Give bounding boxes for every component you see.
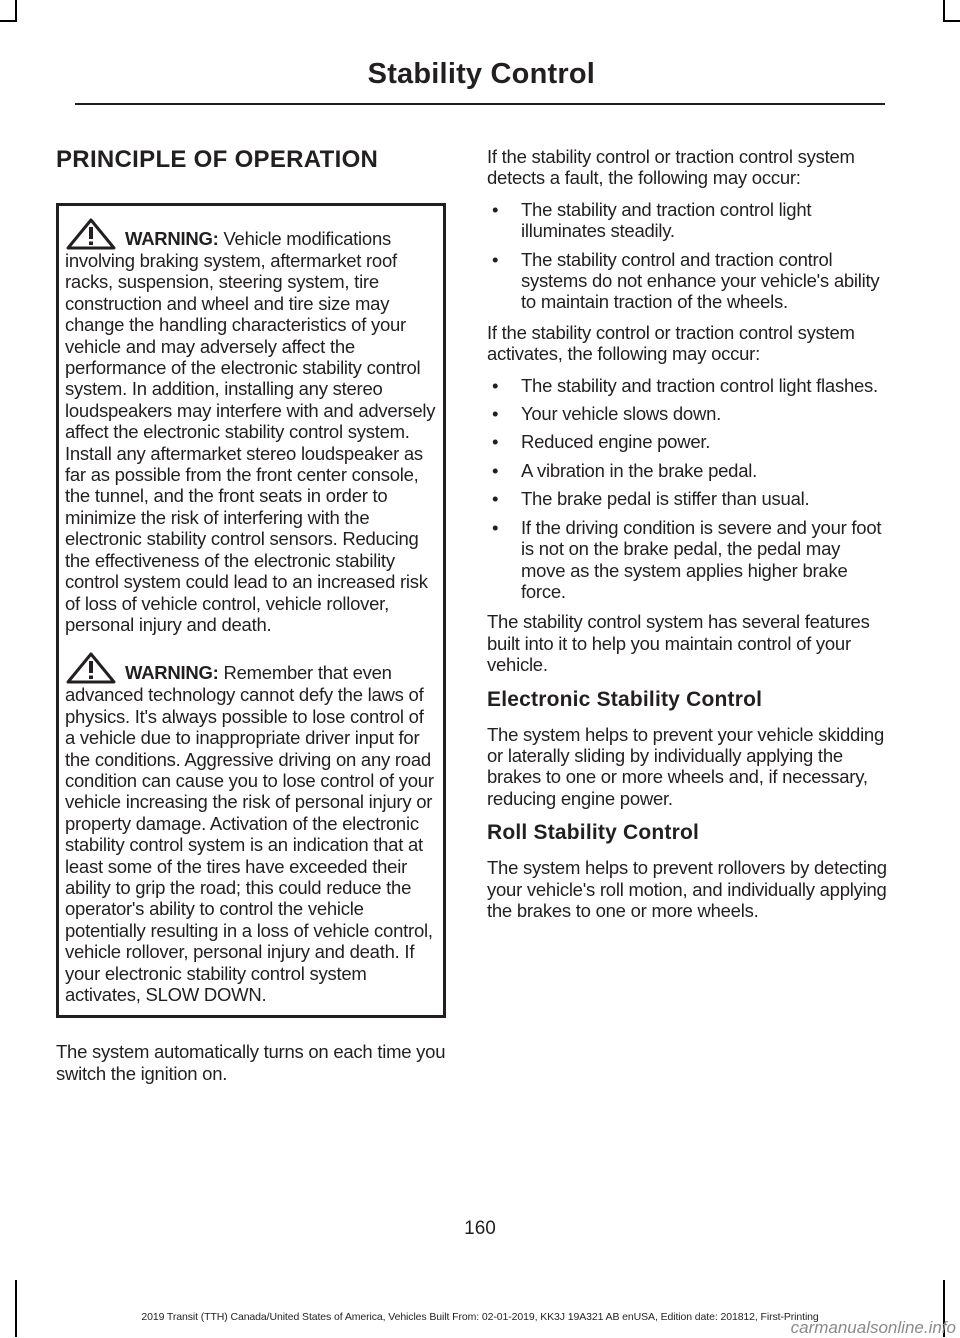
activate-intro: If the stability control or traction control system activates, the following may occur: xyxy=(487,321,855,365)
fault-list xyxy=(487,199,887,313)
features-paragraph: The stability control system has several features built into it to help you maintain control of your vehicle. xyxy=(487,611,870,676)
bullet: • xyxy=(492,516,499,538)
bullet: • xyxy=(492,198,499,220)
bullet: • xyxy=(492,488,499,510)
crop-mark-top-right-v xyxy=(943,0,945,22)
list-item: • A vibration in the brake pedal. xyxy=(492,459,757,481)
list-item: • The stability control and traction control systems do not enhance your vehicle's ability to maintain traction of the wheels. xyxy=(492,248,880,313)
warning-label: WARNING: xyxy=(125,662,219,684)
crop-mark-top-left-v xyxy=(15,0,17,22)
right-column xyxy=(487,146,887,931)
list-item: • The brake pedal is stiffer than usual. xyxy=(492,488,810,510)
bullet: • xyxy=(492,248,499,270)
warning-2 xyxy=(65,652,437,1005)
header-rule xyxy=(75,103,885,105)
warning-text: Remember that even advanced technology cannot defy the laws of physics. It's always possible to lose control of a vehicle due to inappropriate driver input for the conditions. Aggressive driving on any road condition can cause you to lose control of your vehicle increasing the risk of personal injury or property damage. Activation of the electronic stability control system is an indication that at least some of the tires have exceeded their ability to grip the road; this could reduce the operator's ability to control the vehicle potentially resulting in a loss of vehicle control, vehicle rollover, personal injury and death. If your electronic stability control system activates, SLOW DOWN. xyxy=(65,662,434,1005)
fault-intro: If the stability control or traction control system detects a fault, the following may occur: xyxy=(487,146,855,189)
bullet: • xyxy=(492,459,499,481)
list-item: • Reduced engine power. xyxy=(492,431,711,453)
watermark: carmanualsonline.info xyxy=(790,1318,956,1337)
bullet: • xyxy=(492,403,499,425)
esc-paragraph: The system helps to prevent your vehicle skidding or laterally sliding by individually applying the brakes to one or more wheels and, if necessary, reducing engine power. xyxy=(487,723,885,809)
ignition-paragraph: The system automatically turns on each time you switch the ignition on. xyxy=(56,1041,446,1084)
list-item: • The stability and traction control light illuminates steadily. xyxy=(492,198,812,242)
warning-label: WARNING: xyxy=(125,228,219,249)
list-item: • If the driving condition is severe and your foot is not on the brake pedal, the pedal may move as the system applies higher brake force. xyxy=(492,516,882,602)
bullet: • xyxy=(492,431,499,453)
esc-heading: Electronic Stability Control xyxy=(487,687,763,711)
warning-1 xyxy=(65,218,437,635)
section-title: PRINCIPLE OF OPERATION xyxy=(56,146,379,173)
rsc-heading: Roll Stability Control xyxy=(487,821,700,845)
page-header-title: Stability Control xyxy=(367,58,595,90)
rsc-paragraph: The system helps to prevent rollovers by detecting your vehicle's roll motion, and individually applying the brakes to one or more wheels. xyxy=(487,857,887,921)
page-number: 160 xyxy=(464,1218,496,1239)
warning-triangle-icon xyxy=(65,218,117,250)
warning-text: Vehicle modifications involving braking system, aftermarket roof racks, suspension, steering system, tire construction and wheel and tire size may change the handling characteristics of your vehicle and may adversely affect the performance of the electronic stability control system. In addition, installing any stereo loudspeakers may interfere with and adversely affect the electronic stability control system. Install any aftermarket stereo loudspeaker as far as possible from the front center console, the tunnel, and the front seats in order to minimize the risk of interfering with the electronic stability control sensors. Reducing the effectiveness of the electronic stability control system could lead to an increased risk of loss of vehicle control, vehicle rollover, personal injury and death. xyxy=(65,228,436,635)
footer-edition-info: 2019 Transit (TTH) Canada/United States of America, Vehicles Built From: 02-01-2019, KK3J 19A321 AB enUSA, Edition date: 201812, First-Printing xyxy=(141,1311,819,1323)
list-item: • Your vehicle slows down. xyxy=(492,403,722,425)
crop-mark-top-right-h xyxy=(943,20,960,22)
crop-mark-top-left-h xyxy=(0,20,17,22)
activate-list xyxy=(487,375,887,603)
crop-mark-bottom-left-v xyxy=(15,1280,17,1337)
bullet: • xyxy=(492,374,499,396)
list-item: • The stability and traction control light flashes. xyxy=(492,374,878,396)
warning-triangle-icon xyxy=(65,652,117,684)
warning-box xyxy=(56,203,446,1018)
left-column xyxy=(56,146,446,1084)
